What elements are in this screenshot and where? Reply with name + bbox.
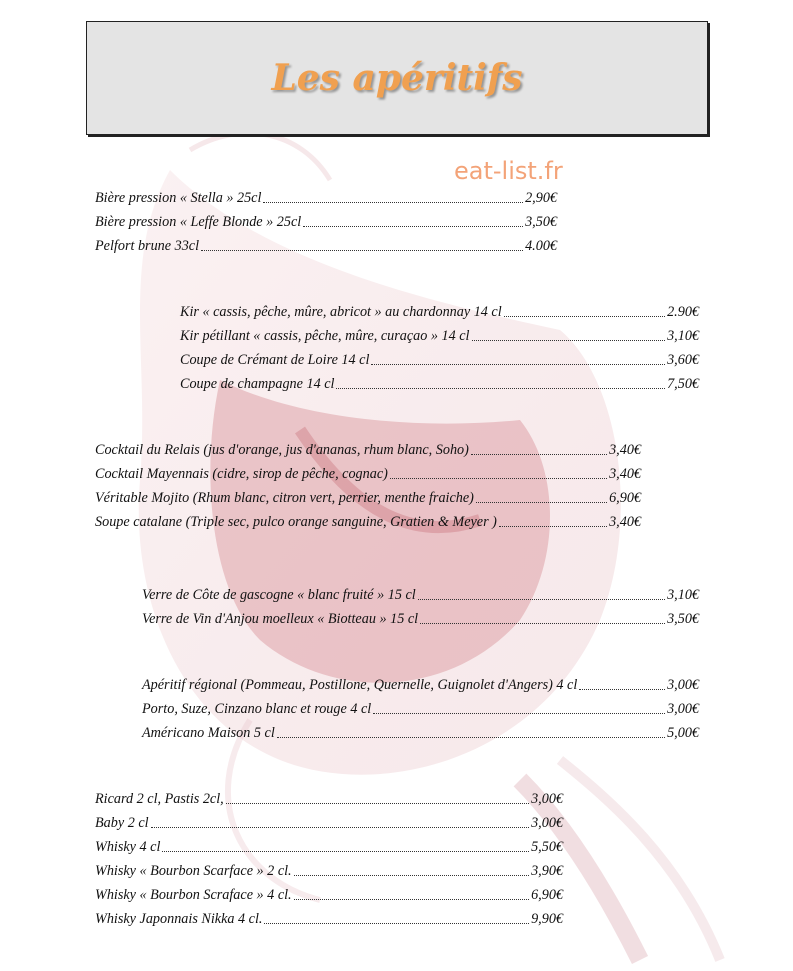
item-label: Coupe de Crémant de Loire 14 cl: [180, 352, 370, 368]
menu-item: [180, 324, 699, 348]
dot-leader: [476, 490, 607, 506]
item-label: Bière pression « Stella » 25cl: [95, 190, 262, 206]
dot-leader: [162, 839, 529, 855]
item-label: Américano Maison 5 cl: [142, 725, 275, 741]
item-price: 3,50€: [667, 611, 699, 627]
menu-item: [95, 438, 641, 462]
item-label: Whisky « Bourbon Scarface » 2 cl.: [95, 863, 292, 879]
item-price: 6,90€: [609, 490, 641, 506]
item-price: 9,90€: [531, 911, 563, 927]
title-banner: [86, 21, 708, 135]
item-label: Whisky Japonnais Nikka 4 cl.: [95, 911, 263, 927]
item-price: 3,00€: [667, 677, 699, 693]
item-price: 3,00€: [531, 791, 563, 807]
item-price: 3,40€: [609, 442, 641, 458]
dot-leader: [201, 238, 523, 254]
menu-item: [95, 234, 557, 258]
item-label: Apéritif régional (Pommeau, Postillone, Quernelle, Guignolet d'Angers) 4 cl: [142, 677, 578, 693]
menu-item: [95, 510, 641, 534]
dot-leader: [418, 587, 665, 603]
menu-item: [142, 607, 699, 631]
dot-leader: [579, 677, 665, 693]
item-label: Ricard 2 cl, Pastis 2cl,: [95, 791, 224, 807]
menu-item: [95, 787, 563, 811]
item-price: 3,40€: [609, 514, 641, 530]
item-price: 3,00€: [667, 701, 699, 717]
item-label: Verre de Vin d'Anjou moelleux « Biotteau » 15 cl: [142, 611, 419, 627]
page-title: Les apéritifs: [271, 57, 523, 99]
item-label: Coupe de champagne 14 cl: [180, 376, 335, 392]
item-price: 2,90€: [525, 190, 557, 206]
dot-leader: [373, 701, 665, 717]
menu-item: [95, 186, 557, 210]
dot-leader: [371, 352, 665, 368]
item-label: Kir pétillant « cassis, pêche, mûre, curaçao » 14 cl: [180, 328, 470, 344]
item-label: Véritable Mojito (Rhum blanc, citron vert, perrier, menthe fraiche): [95, 490, 474, 506]
dot-leader: [294, 887, 529, 903]
dot-leader: [336, 376, 665, 392]
menu-item: [95, 859, 563, 883]
item-label: Porto, Suze, Cinzano blanc et rouge 4 cl: [142, 701, 372, 717]
menu-item: [142, 697, 699, 721]
item-label: Whisky « Bourbon Scraface » 4 cl.: [95, 887, 292, 903]
item-price: 5,00€: [667, 725, 699, 741]
menu-item: [180, 300, 699, 324]
menu-item: [95, 883, 563, 907]
item-price: 3,90€: [531, 863, 563, 879]
item-label: Kir « cassis, pêche, mûre, abricot » au chardonnay 14 cl: [180, 304, 502, 320]
dot-leader: [263, 190, 523, 206]
dot-leader: [504, 304, 665, 320]
menu-item: [142, 583, 699, 607]
item-label: Cocktail du Relais (jus d'orange, jus d'ananas, rhum blanc, Soho): [95, 442, 469, 458]
menu-item: [95, 210, 557, 234]
dot-leader: [294, 863, 529, 879]
watermark-text: eat-list.fr: [454, 157, 563, 185]
menu-item: [180, 372, 699, 396]
dot-leader: [472, 328, 666, 344]
item-price: 6,90€: [531, 887, 563, 903]
menu-item: [95, 907, 563, 931]
dot-leader: [303, 214, 523, 230]
item-price: 5,50€: [531, 839, 563, 855]
item-label: Verre de Côte de gascogne « blanc fruité » 15 cl: [142, 587, 416, 603]
item-price: 7,50€: [667, 376, 699, 392]
item-price: 3,00€: [531, 815, 563, 831]
dot-leader: [277, 725, 665, 741]
dot-leader: [226, 791, 529, 807]
item-price: 3,60€: [667, 352, 699, 368]
menu-item: [142, 721, 699, 745]
menu-item: [142, 673, 699, 697]
dot-leader: [471, 442, 607, 458]
item-label: Whisky 4 cl: [95, 839, 161, 855]
item-label: Soupe catalane (Triple sec, pulco orange sanguine, Gratien & Meyer ): [95, 514, 497, 530]
dot-leader: [390, 466, 607, 482]
menu-item: [180, 348, 699, 372]
dot-leader: [264, 911, 529, 927]
item-label: Bière pression « Leffe Blonde » 25cl: [95, 214, 302, 230]
item-price: 2.90€: [667, 304, 699, 320]
item-label: Cocktail Mayennais (cidre, sirop de pêche, cognac): [95, 466, 388, 482]
menu-item: [95, 486, 641, 510]
item-price: 4.00€: [525, 238, 557, 254]
menu-item: [95, 462, 641, 486]
item-label: Baby 2 cl: [95, 815, 149, 831]
item-label: Pelfort brune 33cl: [95, 238, 200, 254]
menu-item: [95, 835, 563, 859]
dot-leader: [151, 815, 530, 831]
dot-leader: [499, 514, 607, 530]
menu-item: [95, 811, 563, 835]
item-price: 3,10€: [667, 587, 699, 603]
item-price: 3,40€: [609, 466, 641, 482]
item-price: 3,50€: [525, 214, 557, 230]
dot-leader: [420, 611, 665, 627]
item-price: 3,10€: [667, 328, 699, 344]
